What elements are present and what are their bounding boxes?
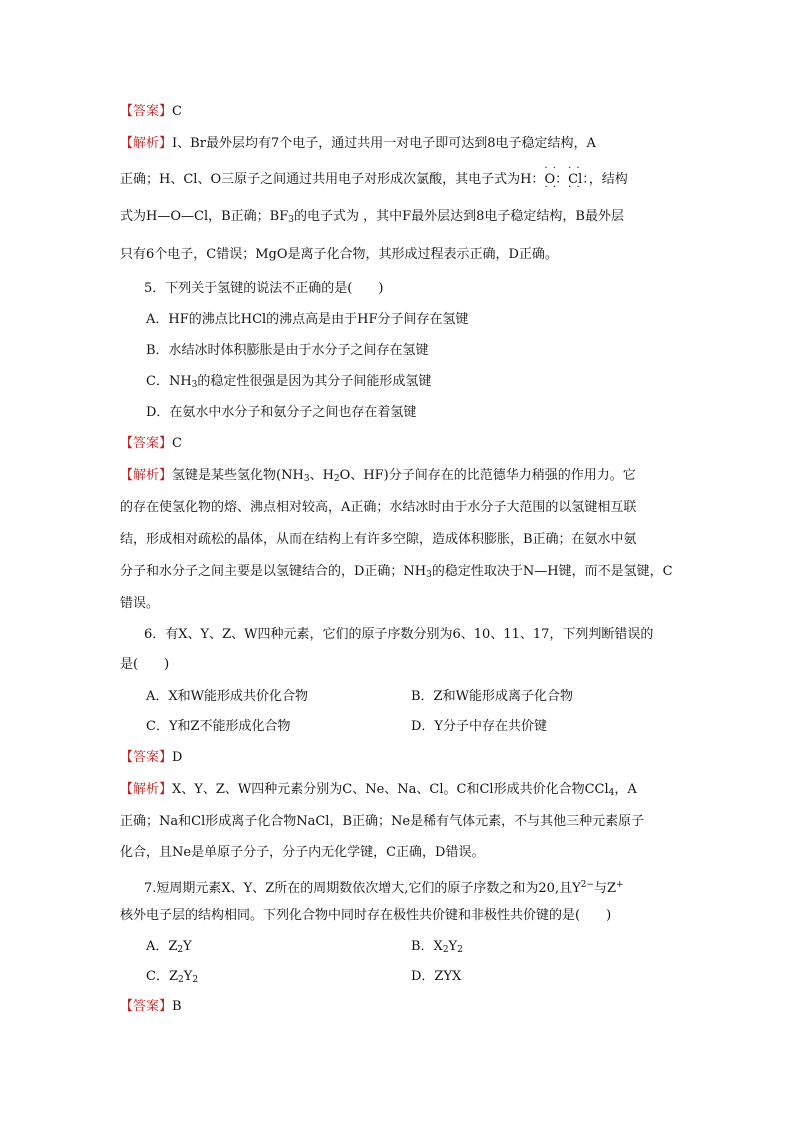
option-text: C．Z xyxy=(146,969,178,984)
electron-dot-cl: · · Cl · · xyxy=(568,170,582,190)
q5-answer xyxy=(120,434,182,454)
q6-option-b: B．Z和W能形成离子化合物 xyxy=(411,689,573,704)
bracket-close: 】 xyxy=(159,999,173,1014)
q6-option-c: C．Y和Z不能形成化合物 xyxy=(146,719,291,734)
answer-tag: 答案 xyxy=(133,436,160,451)
option-text: 的稳定性很强是因为其分子间能形成氢键 xyxy=(197,374,432,389)
stem-text: 与Z xyxy=(593,881,616,896)
q5-analysis-line-4 xyxy=(120,562,673,585)
superscript: 2− xyxy=(580,880,594,890)
q4-analysis-line-2 xyxy=(120,170,628,190)
bracket-open: 【 xyxy=(120,104,134,119)
subscript: 2 xyxy=(177,945,184,955)
answer-tag: 答案 xyxy=(133,104,160,119)
subscript: 3 xyxy=(303,474,310,484)
option-text: Y xyxy=(183,939,192,954)
q7-answer xyxy=(120,997,182,1017)
bracket-close: 】 xyxy=(159,782,173,797)
analysis-text: 式为H—O—Cl，B正确；BF xyxy=(120,209,289,224)
analysis-tag: 解析 xyxy=(133,468,160,483)
q5-stem: 5．下列关于氢键的说法不正确的是( ) xyxy=(144,281,384,296)
analysis-text: 正确；H、Cl、O三原子之间通过共用电子对形成次氯酸，其电子式为H： xyxy=(120,172,545,187)
q5-option-c xyxy=(146,372,431,395)
q6-option-a: A．X和W能形成共价化合物 xyxy=(146,689,309,704)
analysis-tag: 解析 xyxy=(133,136,160,151)
subscript: 2 xyxy=(442,945,449,955)
analysis-text: O、HF)分子间存在的比范德华力稍强的作用力。它 xyxy=(339,468,636,483)
bracket-open: 【 xyxy=(120,136,134,151)
analysis-text: ： xyxy=(555,172,569,187)
answer-tag: 答案 xyxy=(133,750,160,765)
option-text: Y xyxy=(183,969,193,984)
subscript: 3 xyxy=(288,215,294,225)
q6-analysis-line-3: 化合，且Ne是单原子分子，分子内无化学键，C正确，D错误。 xyxy=(120,845,485,860)
q5-option-a: A．HF的沸点比HCl的沸点高是由于HF分子间存在氢键 xyxy=(146,312,469,327)
q7-option-b xyxy=(411,937,463,960)
q5-analysis-line-2: 的存在使氢化物的熔、沸点相对较高，A正确；水结冰时由于水分子大范围的以氢键相互联 xyxy=(120,500,637,515)
analysis-text: ，A xyxy=(614,782,637,797)
q7-stem-line-1 xyxy=(144,875,624,899)
bracket-open: 【 xyxy=(120,750,134,765)
analysis-text: 只有6个电子，C错误；MgO是离子化合物，其形成过程表示正确，D正确。 xyxy=(120,247,558,262)
analysis-text: ：，结构 xyxy=(582,172,628,187)
subscript: 2 xyxy=(333,474,340,484)
bracket-open: 【 xyxy=(120,782,134,797)
subscript: 2 xyxy=(457,945,463,955)
answer-value: C xyxy=(172,104,182,119)
bracket-close: 】 xyxy=(159,750,173,765)
electron-dot-o: · · O · · xyxy=(544,170,555,190)
q6-option-d: D．Y分子中存在共价键 xyxy=(411,719,548,734)
analysis-text: I、Br最外层均有7个电子，通过共用一对电子即可达到8电子稳定结构，A xyxy=(172,136,596,151)
bracket-open: 【 xyxy=(120,468,134,483)
bracket-close: 】 xyxy=(159,136,173,151)
q4-analysis-line-1 xyxy=(120,134,596,154)
option-text: A．Z xyxy=(146,939,178,954)
analysis-text: 的电子式为 ，其中F最外层达到8电子稳定结构，B最外层 xyxy=(293,209,624,224)
bracket-close: 】 xyxy=(159,468,173,483)
option-text: Y xyxy=(448,939,458,954)
q6-stem-line-1: 6．有X、Y、Z、W四种元素，它们的原子序数分别为6、10、11、17，下列判断错误的 xyxy=(144,627,654,642)
analysis-text: X、Y、Z、W四种元素分别为C、Ne、Na、Cl。C和Cl形成共价化合物CCl xyxy=(172,782,609,797)
q5-analysis-line-1 xyxy=(120,466,636,489)
answer-value: B xyxy=(172,999,182,1014)
q4-answer xyxy=(120,102,182,122)
q7-option-c xyxy=(146,967,198,990)
subscript: 2 xyxy=(177,975,184,985)
q6-analysis-line-1 xyxy=(120,780,637,803)
q5-option-b: B．水结冰时体积膨胀是由于水分子之间存在氢键 xyxy=(146,343,429,358)
superscript: + xyxy=(616,880,624,890)
stem-text: 7.短周期元素X、Y、Z所在的周期数依次增大,它们的原子序数之和为20,且Y xyxy=(144,881,581,896)
q7-option-d: D．ZYX xyxy=(411,969,462,984)
analysis-text: 、H xyxy=(309,468,334,483)
option-text: B．X xyxy=(411,939,443,954)
analysis-text: 氢键是某些氢化物(NH xyxy=(172,468,304,483)
subscript: 3 xyxy=(191,380,198,390)
q7-option-a xyxy=(146,937,192,960)
answer-value: D xyxy=(172,750,183,765)
analysis-text: 的稳定性取决于N—H键，而不是氢键，C xyxy=(431,564,673,579)
q7-stem-line-2: 核外电子层的结构相同。下列化合物中同时存在极性共价键和非极性共价键的是( ) xyxy=(120,908,612,923)
bracket-open: 【 xyxy=(120,999,134,1014)
bracket-open: 【 xyxy=(120,436,134,451)
q4-analysis-line-4 xyxy=(120,245,558,265)
q4-analysis-line-3 xyxy=(120,207,624,230)
q5-analysis-line-5: 错误。 xyxy=(120,596,160,611)
subscript: 4 xyxy=(608,788,615,798)
bracket-close: 】 xyxy=(159,436,173,451)
subscript: 2 xyxy=(192,975,199,985)
answer-value: C xyxy=(172,436,182,451)
q5-option-d: D．在氨水中水分子和氨分子之间也存在着氢键 xyxy=(146,405,417,420)
answer-tag: 答案 xyxy=(133,999,160,1014)
bracket-close: 】 xyxy=(159,104,173,119)
option-text: C．NH xyxy=(146,374,192,389)
q6-analysis-line-2: 正确；Na和Cl形成离子化合物NaCl，B正确；Ne是稀有气体元素，不与其他三种元素原子 xyxy=(120,814,645,829)
q5-analysis-line-3: 结，形成相对疏松的晶体，从而在结构上有许多空隙，造成体积膨胀，B正确；在氨水中氨 xyxy=(120,532,637,547)
analysis-text: 分子和水分子之间主要是以氢键结合的，D正确；NH xyxy=(120,564,427,579)
q6-answer xyxy=(120,748,182,768)
analysis-tag: 解析 xyxy=(133,782,160,797)
subscript: 3 xyxy=(426,570,432,580)
q6-stem-line-2: 是( ) xyxy=(120,657,170,672)
